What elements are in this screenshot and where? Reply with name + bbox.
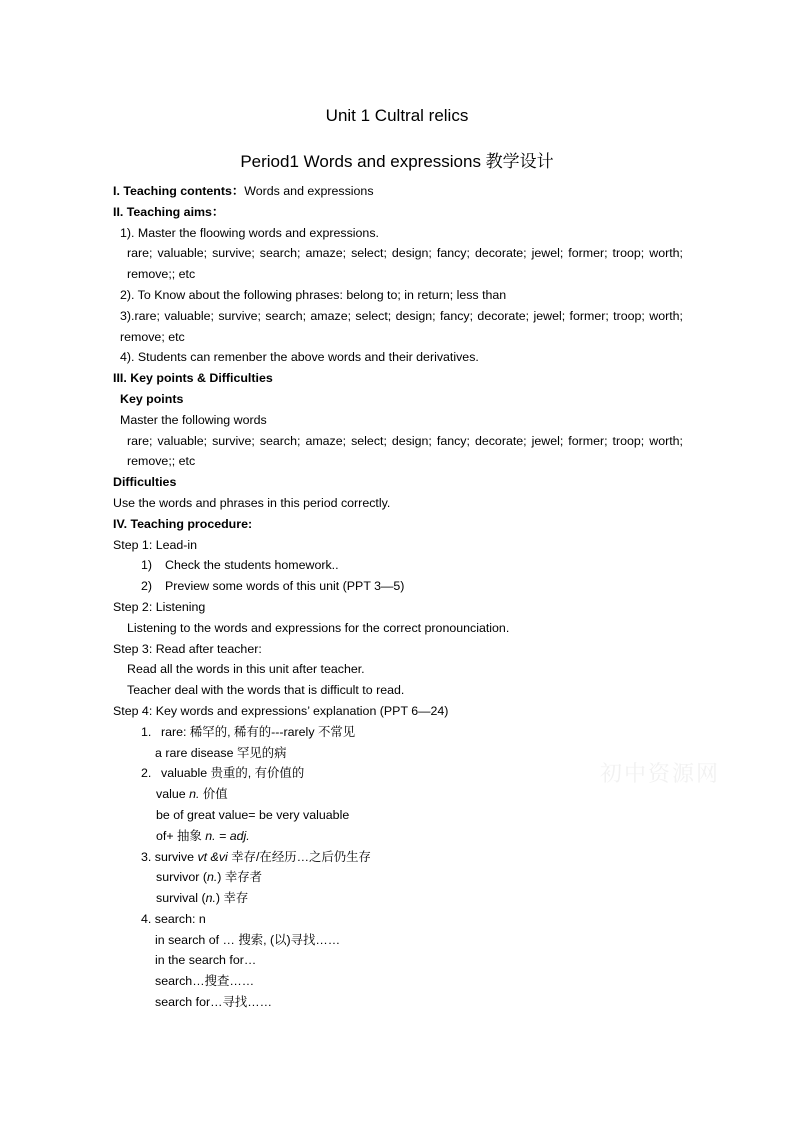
aim-word-list: rare; valuable; survive; search; amaze; select; design; fancy; decorate; jewel; former; troop; worth; remove;; etc	[127, 246, 683, 282]
step-text: Teacher deal with the words that is difficult to read.	[127, 683, 405, 698]
section-teaching-contents	[113, 181, 683, 202]
word-example: be of great value= be very valuable	[156, 807, 350, 822]
word-heading: 3. survive	[141, 849, 198, 864]
step-heading: Step 1: Lead-in	[113, 537, 198, 552]
part-of-speech: vt &vi	[197, 849, 228, 864]
example-text: survivor (	[156, 870, 207, 885]
word-entry	[113, 847, 683, 868]
aim-item: 4). Students can remenber the above words and their derivatives.	[120, 350, 479, 365]
example-text: ) 幸存	[215, 891, 249, 906]
example-text: survival (	[156, 891, 206, 906]
part-of-speech: n. = adj.	[205, 828, 250, 843]
list-number: 2)	[141, 579, 153, 594]
word-example	[113, 826, 683, 847]
word-example: search…搜查……	[155, 974, 255, 989]
section-text: Words and expressions	[244, 184, 374, 198]
word-example	[113, 784, 683, 805]
word-example: search for…寻找……	[155, 995, 273, 1010]
list-text: Preview some words of this unit (PPT 3—5)	[165, 579, 405, 594]
section-heading: IV. Teaching procedure:	[113, 516, 253, 531]
word-example: in the search for…	[155, 953, 257, 968]
word-entry	[113, 763, 683, 784]
example-text: of+ 抽象	[156, 828, 206, 843]
section-heading: II. Teaching aims：	[113, 204, 225, 219]
key-points-text: Master the following words	[120, 412, 267, 427]
example-text: value	[156, 787, 190, 802]
list-text: Check the students homework..	[165, 558, 339, 573]
document-body	[113, 181, 683, 1013]
word-number: 2.	[141, 766, 152, 781]
word-example: a rare disease 罕见的病	[155, 745, 287, 760]
part-of-speech: n.	[205, 891, 216, 906]
word-example: in search of … 搜索, (以)寻找……	[155, 932, 341, 947]
example-text: ) 幸存者	[217, 870, 263, 885]
part-of-speech: n.	[189, 787, 200, 802]
word-example	[113, 867, 683, 888]
period-title: Period1 Words and expressions 教学设计	[240, 152, 554, 171]
list-number: 1)	[141, 558, 153, 573]
step-heading: Step 4: Key words and expressions’ explanation (PPT 6—24)	[113, 703, 449, 718]
step-heading: Step 3: Read after teacher:	[113, 641, 262, 656]
unit-title: Unit 1 Cultral relics	[325, 106, 469, 125]
difficulties-text: Use the words and phrases in this period correctly.	[113, 495, 391, 510]
word-entry: 4. search: n	[141, 911, 206, 926]
word-example	[113, 888, 683, 909]
list-item	[113, 555, 683, 576]
part-of-speech: n.	[206, 870, 218, 885]
key-word-list: rare; valuable; survive; search; amaze; select; design; fancy; decorate; jewel; former; troop; worth; remove;; etc	[127, 433, 683, 469]
step-text: Read all the words in this unit after teacher.	[127, 662, 365, 677]
example-text: 价值	[199, 787, 228, 802]
word-heading: valuable 贵重的, 有价值的	[161, 766, 305, 781]
word-entry	[113, 722, 683, 743]
watermark: 初中资源网	[600, 761, 721, 786]
step-heading: Step 2: Listening	[113, 599, 206, 614]
aim-item: 1). Master the floowing words and expressions.	[120, 225, 379, 240]
section-heading: III. Key points & Difficulties	[113, 371, 273, 386]
subsection-heading: Key points	[120, 391, 184, 406]
word-heading: rare: 稀罕的, 稀有的---rarely 不常见	[161, 724, 356, 739]
subsection-heading: Difficulties	[113, 475, 177, 490]
aim-item: 3).rare; valuable; survive; search; amaze; select; design; fancy; decorate; jewel; former; troop; worth; remove; etc	[120, 308, 683, 344]
step-text: Listening to the words and expressions for the correct pronounciation.	[127, 620, 510, 635]
aim-item: 2). To Know about the following phrases: belong to; in return; less than	[120, 287, 507, 302]
section-heading: I. Teaching contents：	[113, 184, 245, 198]
list-item	[113, 576, 683, 597]
word-meaning: 幸存/在经历…之后仍生存	[227, 849, 371, 864]
word-number: 1.	[141, 724, 152, 739]
